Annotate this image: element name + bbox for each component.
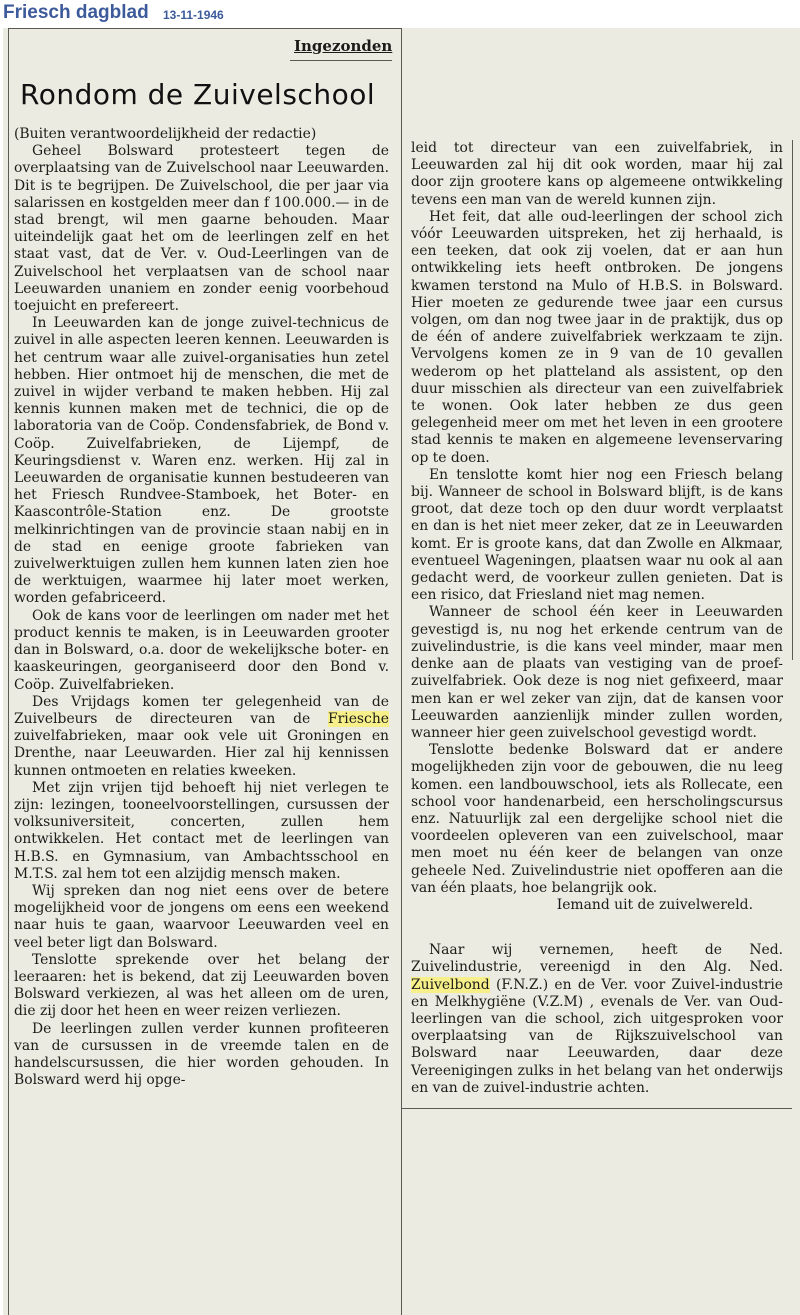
article-paragraph: Wanneer de school één keer in Leeuwarden gevestigd is, nu nog het erkende centrum van de zuivelindustrie, is die kans veel minder, maar men denke aan de plaats van vestiging van de proef-zuivelfabriek. Ook deze is nog niet gefixeerd, maar men kan er wel zeker van zijn, dat de kansen voor Leeuwarden aanzienlijk minder zullen worden, wanneer hier geen zuivelschool gevestigd wordt. (411, 604, 783, 741)
article-paragraph: Wij spreken dan nog niet eens over de betere mogelijkheid voor de jongens om eens een weekend naar huis te gaan, waarvoor Leeuwarden veel en veel beter ligt dan Bolsward. (14, 882, 389, 951)
disclaimer-line: (Buiten verantwoordelijkheid der redactie) (14, 126, 317, 142)
author-signature: Iemand uit de zuivelwereld. (556, 896, 753, 913)
article-paragraph: Tenslotte sprekende over het belang der leeraaren: het is bekend, dat zij Leeuwarden boven Bolsward verkiezen, al was het alleen om de uren, die zij door het heen en weer reizen verliezen. (14, 951, 389, 1020)
article-paragraph: Geheel Bolsward protesteert tegen de overplaatsing van de Zuivelschool naar Leeuwarden. Dit is te begrijpen. De Zuivelschool, die per jaar via salarissen en kostgelden meer dan f 100.000.— in de stad brengt, wil men gaarne behouden. Maar uiteindelijk gaat het om de leerlingen zelf en het staat vast, dat de Ver. v. Oud-Leerlingen van de Zuivelschool het verplaatsen van de school naar Leeuwarden unaniem en zonder eenig voorbehoud toejuicht en prefereert. (14, 143, 389, 315)
notice-separator-rule (402, 1108, 792, 1109)
article-paragraph (14, 694, 389, 780)
paragraph-text: zuivelfabrieken, maar ook vele uit Groningen en Drenthe, naar Leeuwarden. Hier zal hij kennissen kunnen ontmoeten en relaties kweeken. (14, 728, 389, 779)
article-paragraph: Met zijn vrijen tijd behoeft hij niet verlegen te zijn: lezingen, tooneelvoorstellingen, cursussen der volksuniversiteit, concerten, zullen hem ontwikkelen. Het contact met de leerlingen van H.B.S. en Gymnasium, van Ambachtsschool en M.T.S. zal hem tot een alzijdig mensch maken. (14, 779, 389, 882)
article-paragraph: De leerlingen zullen verder kunnen profiteeren van de cursussen in de vreemde talen en de handelscursussen, die hier worden gehouden. In Bolsward werd hij opge- (14, 1020, 389, 1089)
paragraph-text: Des Vrijdags komen ter gelegenheid van de Zuivelbeurs de directeuren van de (14, 693, 389, 727)
article-paragraph: In Leeuwarden kan de jonge zuivel-technicus de zuivel in alle aspecten leeren kennen. Leeuwarden is het centrum waar alle zuivel-organisaties hun zetel hebben. Hier ontmoet hij de menschen, die met de zuivel in wijder verband te maken hebben. Hij zal kennis kunnen maken met de technici, die op de laboratoria van de Coöp. Condensfabriek, de Bond v. Coöp. Zuivelfabrieken, de Lijempf, de Keuringsdienst v. Waren enz. werken. Hij zal in Leeuwarden de organisatie kunnen bestudeeren van het Friesch Rundvee-Stamboek, het Boter- en Kaascontrôle-Station enz. De grootste melkinrichtingen van de provincie staan nabij en in de stad en eenige groote fabrieken van zuivelwerktuigen zullen hem kunnen laten zien hoe de werktuigen, waarmee hij later moet werken, worden gefabriceerd. (14, 315, 389, 607)
section-label: Ingezonden (294, 37, 393, 55)
highlighted-term: Friesche (327, 710, 389, 727)
news-notice (411, 942, 783, 1097)
article-paragraph: Tenslotte bedenke Bolsward dat er andere mogelijkheden zijn voor de gebouwen, die nu leeg komen. een landbouwschool, iets als Rollecate, een school voor handenarbeid, een herscholingscursus enz. Natuurlijk zal een dergelijke school niet die voordeelen opleveren van een zuivelschool, maar men moet nu één keer de belangen van onze geheele Ned. Zuivelindustrie niet opofferen aan die van één plaats, hoe belangrijk ook. (411, 742, 783, 896)
paragraph-text: Naar wij vernemen, heeft de Ned. Zuivelindustrie, vereenigd in den Alg. Ned. (411, 942, 783, 976)
header-separator-rule (8, 28, 402, 29)
section-rule (290, 60, 392, 61)
paragraph-text: (F.N.Z.) en de Ver. voor Zuivel-industrie en Melkhygiëne (V.Z.M) , evenals de Ver. van Oud-leerlingen van die school, zich uitgesproken voor overplaatsing van de Rijkszuivelschool van Bolsward naar Leeuwarden, daar deze Vereenigingen zulks in het belang van het onderwijs en van de zuivel-industrie achten. (411, 976, 783, 1096)
article-paragraph: Ook de kans voor de leerlingen om nader met het product kennis te maken, is in Leeuwarden grooter dan in Bolsward, o.a. door de wekelijksche boter- en kaaskeuringen, georganiseerd door den Bond v. Coöp. Zuivelfabrieken. (14, 607, 389, 693)
right-border-rule (792, 140, 793, 660)
left-border-rule (8, 28, 9, 1315)
page-header (0, 0, 800, 28)
article-column-left (14, 126, 389, 1089)
article-paragraph: leid tot directeur van een zuivelfabriek, in Leeuwarden zal hij dit ook worden, maar hij zal door zijn grootere kans op algemeene ontwikkeling tevens een man van de wereld kunnen zijn. (411, 140, 783, 208)
article-paragraph: En tenslotte komt hier nog een Friesch belang bij. Wanneer de school in Bolsward blijft, is de kans groot, dat deze toch op den duur wordt verplaatst en dan is het niet meer zeker, dat ze in Leeuwarden komt. Er is groote kans, dat dan Zwolle en Alkmaar, eventueel Wageningen, plaatsen waar nu ook al aan gedacht werd, de voorkeur zullen genieten. Dat is een risico, dat Friesland niet mag nemen. (411, 466, 783, 604)
highlighted-term: Zuivelbond (411, 976, 490, 993)
article-paragraph: Het feit, dat alle oud-leerlingen der school zich vóór Leeuwarden uitspreken, het zij herhaald, is een teeken, dat ook zij voelen, dat er aan hun ontwikkeling iets heeft ontbroken. De jongens kwamen terstond na Mulo of H.B.S. in Bolsward. Hier moeten ze gedurende twee jaar een cursus volgen, om dan nog twee jaar in de praktijk, dus op de één of andere zuivelfabriek werkzaam te zijn. Vervolgens komen ze in 9 van de 10 gevallen wederom op het platteland als assistent, op den duur misschien als directeur van een zuivelfabriek te wonen. Ook later hebben ze dus geen gelegenheid meer om met het leven in een grootere stad kennis te maken en algemeene levenservaring op te doen. (411, 208, 783, 466)
newspaper-name: Friesch dagblad (3, 2, 149, 23)
publication-date: 13-11-1946 (163, 8, 224, 22)
column-divider-rule (401, 28, 402, 1315)
article-column-right (411, 140, 783, 1097)
article-headline: Rondom de Zuivelschool (20, 78, 376, 111)
